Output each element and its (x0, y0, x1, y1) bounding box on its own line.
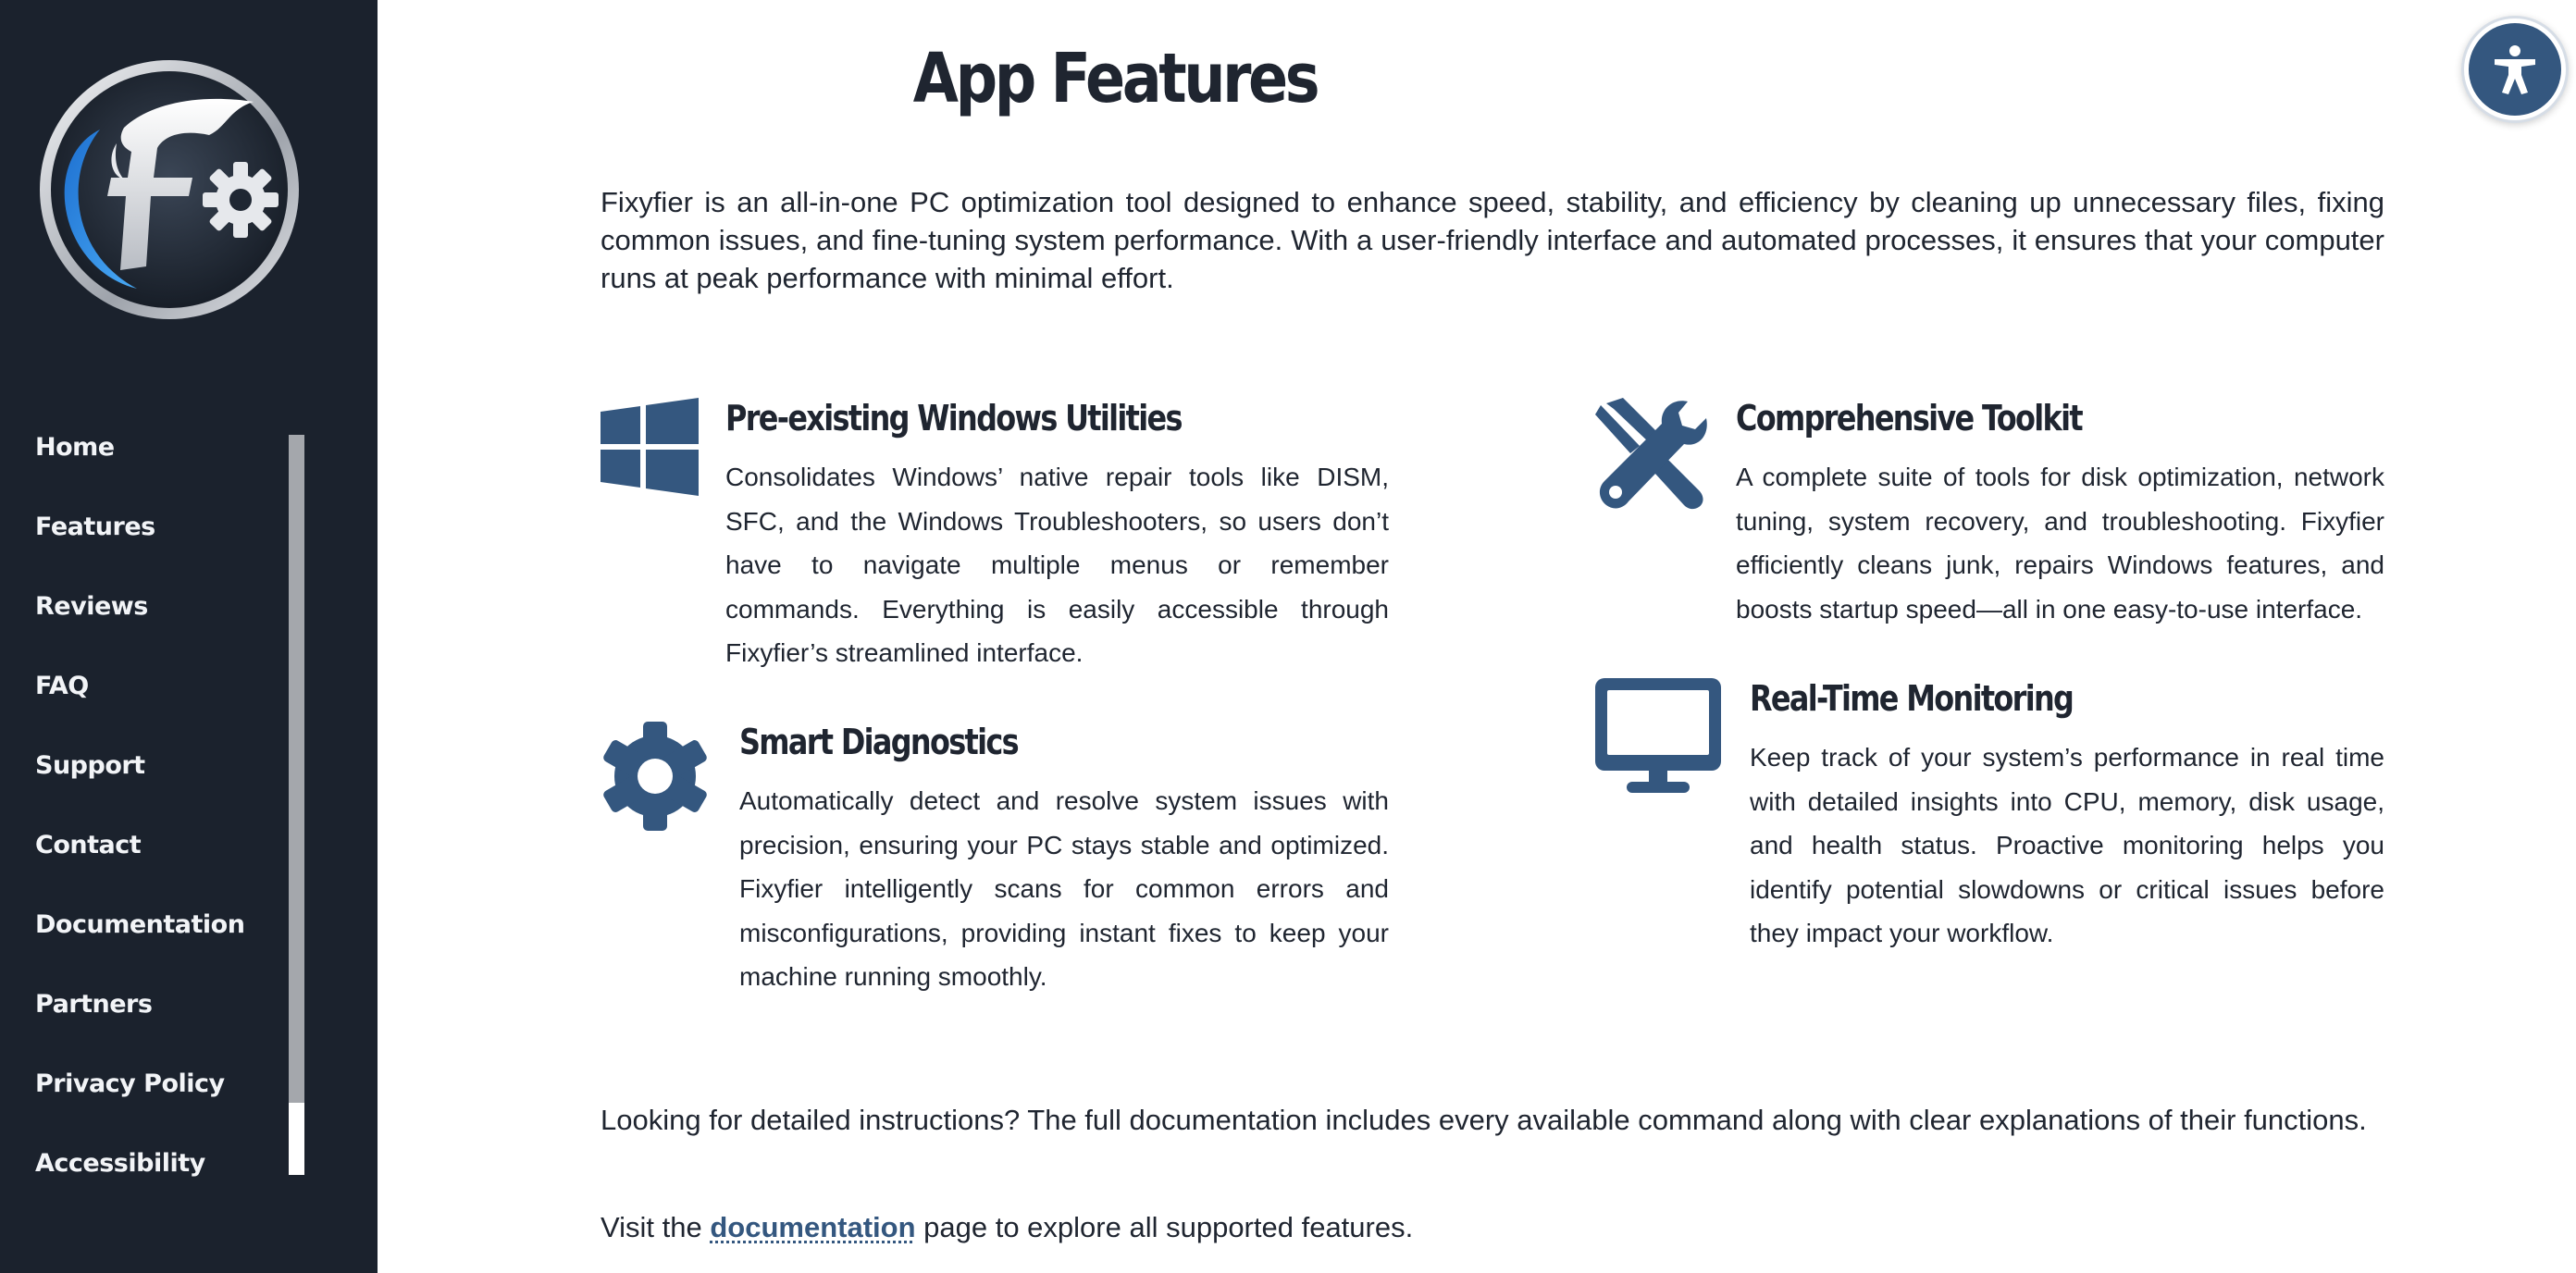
sidebar-item-documentation[interactable] (35, 884, 294, 964)
sidebar-item-support[interactable] (35, 725, 294, 805)
documentation-paragraph: Looking for detailed instructions? The full documentation includes every available command along with clear explanations of their functions. (601, 1104, 2367, 1136)
feature-title: Real-Time Monitoring (1750, 678, 2074, 719)
sidebar-link-support[interactable]: Support (35, 750, 145, 780)
documentation-link[interactable]: documentation (710, 1211, 916, 1243)
feature-description: A complete suite of tools for disk optimization, network tuning, system recovery, and troubleshooting. Fixyfier efficiently cleans junk, repairs Windows features, and boosts startup speed—all in one easy-to-use interface. (1736, 463, 2384, 624)
feature-title: Comprehensive Toolkit (1736, 398, 2082, 439)
sidebar-link-home[interactable]: Home (35, 432, 115, 462)
feature-smart-diagnostics (601, 722, 1389, 999)
sidebar-link-accessibility[interactable]: Accessibility (35, 1148, 205, 1178)
feature-description: Consolidates Windows’ native repair tools like DISM, SFC, and the Windows Troubleshooters, so users don’t have to navigate multiple menus or remember commands. Everything is easily accessible through Fixyfier’s streamlined interface. (725, 463, 1389, 667)
intro-paragraph: Fixyfier is an all-in-one PC optimization tool designed to enhance speed, stability, and efficiency by cleaning up unnecessary files, fixing common issues, and fine-tuning system performance. With a user-friendly interface and automated processes, it ensures that your computer runs at peak performance with minimal effort. (601, 186, 2384, 294)
sidebar-link-documentation[interactable]: Documentation (35, 909, 245, 939)
sidebar-item-partners[interactable] (35, 964, 294, 1044)
sidebar-item-privacy-policy[interactable] (35, 1044, 294, 1123)
feature-description: Automatically detect and resolve system issues with precision, ensuring your PC stays stable and optimized. Fixyfier intelligently scans for common errors and misconfigurations, providing instant fixes to keep your machine running smoothly. (739, 786, 1389, 991)
sidebar-item-faq[interactable] (35, 646, 294, 725)
feature-title: Pre-existing Windows Utilities (725, 398, 1182, 439)
sidebar-item-contact[interactable] (35, 805, 294, 884)
sidebar-item-home[interactable] (35, 407, 294, 487)
sidebar-link-contact[interactable]: Contact (35, 830, 142, 859)
windows-icon (601, 398, 699, 496)
monitor-icon (1595, 678, 1721, 793)
sidebar-link-privacy-policy[interactable]: Privacy Policy (35, 1069, 225, 1098)
sidebar-link-features[interactable]: Features (35, 512, 155, 541)
sidebar-scrollbar[interactable] (289, 435, 304, 1175)
page-title: App Features (912, 39, 1318, 118)
visit-documentation-line (601, 1208, 1413, 1246)
sidebar (0, 0, 378, 1273)
accessibility-icon (2487, 42, 2543, 97)
sidebar-link-partners[interactable]: Partners (35, 989, 153, 1019)
sidebar-item-accessibility[interactable] (35, 1123, 294, 1203)
visit-prefix: Visit the (601, 1211, 702, 1243)
feature-title: Smart Diagnostics (739, 722, 1018, 762)
feature-comprehensive-toolkit (1595, 398, 2384, 638)
sidebar-scrollbar-thumb[interactable] (289, 435, 304, 1103)
accessibility-button[interactable] (2469, 23, 2561, 116)
gear-icon (601, 722, 710, 831)
feature-windows-utilities (601, 398, 1389, 675)
sidebar-item-features[interactable] (35, 487, 294, 566)
tools-icon (1595, 398, 1708, 511)
feature-real-time-monitoring (1595, 678, 2384, 956)
sidebar-item-reviews[interactable] (35, 566, 294, 646)
visit-suffix: page to explore all supported features. (923, 1211, 1414, 1243)
sidebar-link-reviews[interactable]: Reviews (35, 591, 148, 621)
sidebar-nav (35, 407, 294, 1203)
feature-description: Keep track of your system’s performance in real time with detailed insights into CPU, memory, disk usage, and health status. Proactive monitoring helps you identify potential slowdowns or critical issues before they impact your workflow. (1750, 743, 2384, 947)
sidebar-link-faq[interactable]: FAQ (35, 671, 89, 700)
